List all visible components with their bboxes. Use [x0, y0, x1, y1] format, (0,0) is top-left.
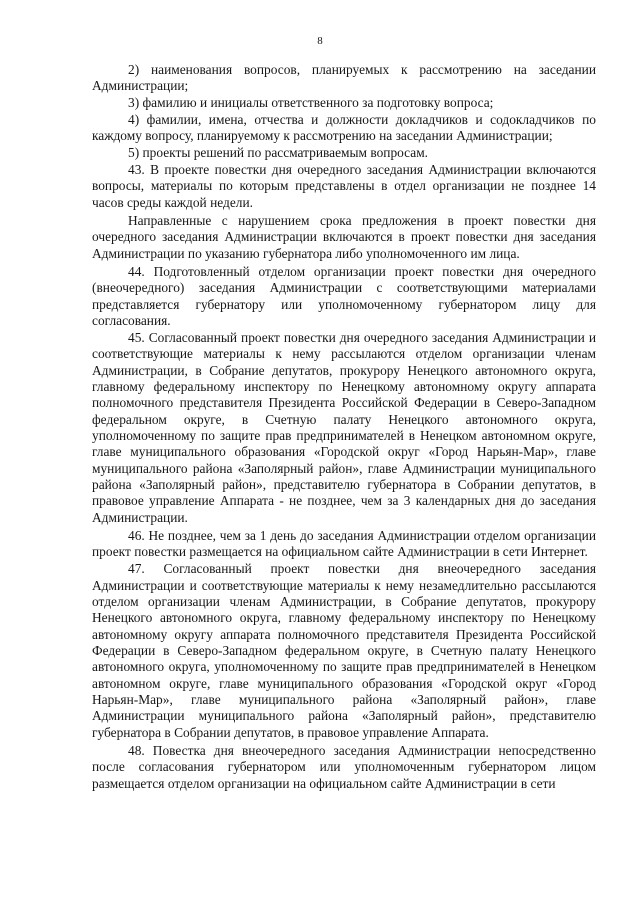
paragraph-45: 45. Согласованный проект повестки дня очередного заседания Администрации и соответствующие материалы к нему рассылаются отделом организации членам Администрации, в Собрание депутатов, прокурору Ненецкого автономного округа, главному федеральному инспектору по Ненецкому автономному округу аппарата полномочного представителя Президента Российской Федерации в Северо-Западном федеральном округе, в Счетную палату Ненецкого автономного округа, уполномоченному по защите прав предпринимателей в Ненецком автономном округе, главе муниципального образования «Городской округ «Город Нарьян-Мар», главе муниципального района «Заполярный район», главе Администрации муниципального района «Заполярный район», представителю губернатора в Собрании депутатов, в правовое управление Аппарата - не позднее, чем за 3 календарных дня до заседания Администрации.	[92, 330, 596, 525]
paragraph-46: 46. Не позднее, чем за 1 день до заседания Администрации отделом организации проект повестки размещается на официальном сайте Администрации в сети Интернет.	[92, 528, 596, 560]
paragraph-44: 44. Подготовленный отделом организации проект повестки дня очередного (внеочередного) заседания Администрации с соответствующими материалами представляется губернатору или уполномоченному губернатором лицу для согласования.	[92, 264, 596, 329]
paragraph-item-3: 3) фамилию и инициалы ответственного за подготовку вопроса;	[128, 95, 494, 111]
page-number: 8	[317, 35, 323, 47]
document-body	[92, 62, 596, 793]
paragraph-item-2: 2) наименования вопросов, планируемых к рассмотрению на заседании Администрации;	[92, 62, 596, 94]
paragraph-48: 48. Повестка дня внеочередного заседания Администрации непосредственно после согласования губернатором или уполномоченным губернатором лицом размещается отделом организации на официальном сайте Администрации в сети	[92, 743, 596, 791]
paragraph-47: 47. Согласованный проект повестки дня внеочередного заседания Администрации и соответствующие материалы к нему незамедлительно рассылаются отделом организации членам Администрации, в Собрание депутатов, прокурору Ненецкого автономного округа, главному федеральному инспектору по Ненецкому автономному округу аппарата полномочного представителя Президента Российской Федерации в Северо-Западном федеральном округе, в Счетную палату Ненецкого автономного округа, уполномоченному по защите прав предпринимателей в Ненецком автономном округе, главе муниципального образования «Городской округ «Город Нарьян-Мар», главе муниципального района «Заполярный район», главе Администрации муниципального района «Заполярный район», представителю губернатора в Собрании депутатов, в правовое управление Аппарата.	[92, 561, 596, 740]
paragraph-item-5: 5) проекты решений по рассматриваемым вопросам.	[128, 145, 429, 161]
paragraph-item-4: 4) фамилии, имена, отчества и должности докладчиков и содокладчиков по каждому вопросу, планируемому к рассмотрению на заседании Администрации;	[92, 112, 596, 144]
paragraph-43: 43. В проекте повестки дня очередного заседания Администрации включаются вопросы, материалы по которым представлены в отдел организации не позднее 14 часов среды каждой недели.	[92, 162, 596, 210]
paragraph-43-continuation: Направленные с нарушением срока предложения в проект повестки дня очередного заседания Администрации включаются в проект повестки дня заседания Администрации по указанию губернатора либо уполномоченного им лица.	[92, 213, 596, 261]
